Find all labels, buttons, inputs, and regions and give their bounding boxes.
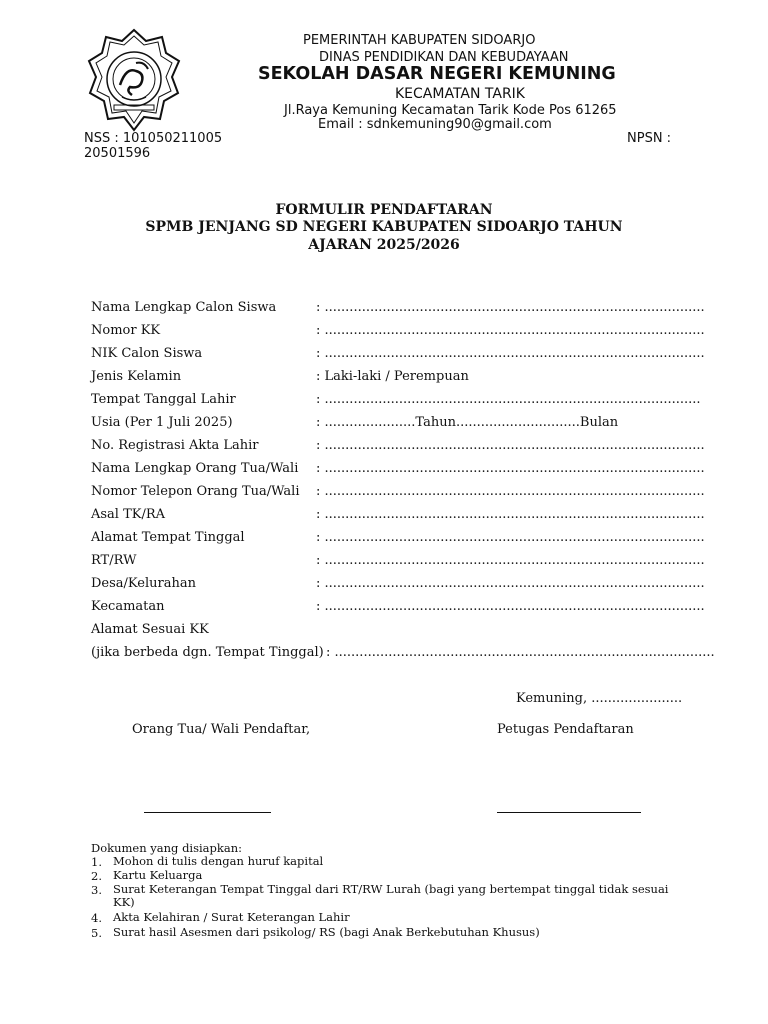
signature-line-officer[interactable] xyxy=(497,812,641,813)
field-label: Nomor Telepon Orang Tua/Wali xyxy=(91,484,300,499)
list-item-number: 3. xyxy=(91,883,102,897)
nss-label: NSS : 101050211005 xyxy=(84,131,223,146)
list-item: Surat hasil Asesmen dari psikolog/ RS (bagi Anak Berkebutuhan Khusus) xyxy=(113,925,540,939)
sidoarjo-emblem-icon xyxy=(86,27,182,133)
field-value[interactable]: : ............................................................................................ xyxy=(316,507,705,522)
documents-title: Dokumen yang disiapkan: xyxy=(91,841,243,855)
field-label-note: (jika berbeda dgn. Tempat Tinggal) xyxy=(91,645,324,660)
field-value[interactable]: : ............................................................................................ xyxy=(316,346,705,361)
field-label: RT/RW xyxy=(91,553,137,568)
field-value[interactable]: : ............................................................................................ xyxy=(326,645,715,660)
field-value[interactable]: : ............................................................................................ xyxy=(316,438,705,453)
signature-line-parent[interactable] xyxy=(144,812,271,813)
list-item-number: 5. xyxy=(91,926,102,940)
field-value[interactable]: : ............................................................................................ xyxy=(316,553,705,568)
place-date[interactable]: Kemuning, ...................... xyxy=(516,691,683,706)
school-address: Jl.Raya Kemuning Kecamatan Tarik Kode Pos 61265 xyxy=(284,103,617,118)
field-value[interactable]: : ......................Tahun..............................Bulan xyxy=(316,415,619,430)
field-label: Kecamatan xyxy=(91,599,165,614)
field-value[interactable]: : ............................................................................................ xyxy=(316,300,705,315)
form-title-line1: FORMULIR PENDAFTARAN xyxy=(275,202,493,218)
form-title-line2: SPMB JENJANG SD NEGERI KABUPATEN SIDOARJO TAHUN xyxy=(145,219,623,235)
list-item: Surat Keterangan Tempat Tinggal dari RT/RW Lurah (bagi yang bertempat tinggal tidak sesuai KK) xyxy=(113,882,669,909)
form-title-line3: AJARAN 2025/2026 xyxy=(308,237,460,253)
list-item: Akta Kelahiran / Surat Keterangan Lahir xyxy=(113,910,350,924)
field-value[interactable]: : ............................................................................................ xyxy=(316,599,705,614)
list-item-number: 4. xyxy=(91,911,102,925)
field-label: Asal TK/RA xyxy=(91,507,166,522)
field-value[interactable]: : ............................................................................................ xyxy=(316,484,705,499)
field-label: Nama Lengkap Calon Siswa xyxy=(91,300,277,315)
field-label: Alamat Tempat Tinggal xyxy=(91,530,245,545)
field-label: Nama Lengkap Orang Tua/Wali xyxy=(91,461,299,476)
list-item-number: 2. xyxy=(91,869,102,883)
npsn-label: NPSN : xyxy=(627,131,672,146)
field-value[interactable]: : ........................................................................................... xyxy=(316,392,701,407)
field-label: Tempat Tanggal Lahir xyxy=(91,392,236,407)
field-label: NIK Calon Siswa xyxy=(91,346,203,361)
header-line2: DINAS PENDIDIKAN DAN KEBUDAYAAN xyxy=(319,50,569,65)
school-name: SEKOLAH DASAR NEGERI KEMUNING xyxy=(258,64,616,84)
list-item-number: 1. xyxy=(91,855,102,869)
field-value[interactable]: : ............................................................................................ xyxy=(316,461,705,476)
list-item: Mohon di tulis dengan huruf kapital xyxy=(113,854,324,868)
signature-officer-label: Petugas Pendaftaran xyxy=(497,722,634,737)
field-value[interactable]: : ............................................................................................ xyxy=(316,323,705,338)
npsn-value: 20501596 xyxy=(84,146,151,161)
list-item: Kartu Keluarga xyxy=(113,868,203,882)
field-label: Jenis Kelamin xyxy=(91,369,182,384)
field-label: Nomor KK xyxy=(91,323,161,338)
field-label: Usia (Per 1 Juli 2025) xyxy=(91,415,233,430)
field-label: No. Registrasi Akta Lahir xyxy=(91,438,259,453)
field-label: Desa/Kelurahan xyxy=(91,576,196,591)
signature-parent-label: Orang Tua/ Wali Pendaftar, xyxy=(132,722,311,737)
district-name: KECAMATAN TARIK xyxy=(395,86,525,102)
field-label: Alamat Sesuai KK xyxy=(91,622,209,637)
school-email: Email : sdnkemuning90@gmail.com xyxy=(318,117,552,132)
field-value[interactable]: : ............................................................................................ xyxy=(316,530,705,545)
header-line1: PEMERINTAH KABUPATEN SIDOARJO xyxy=(303,33,536,48)
field-value[interactable]: : Laki-laki / Perempuan xyxy=(316,369,469,384)
field-value[interactable]: : ............................................................................................ xyxy=(316,576,705,591)
